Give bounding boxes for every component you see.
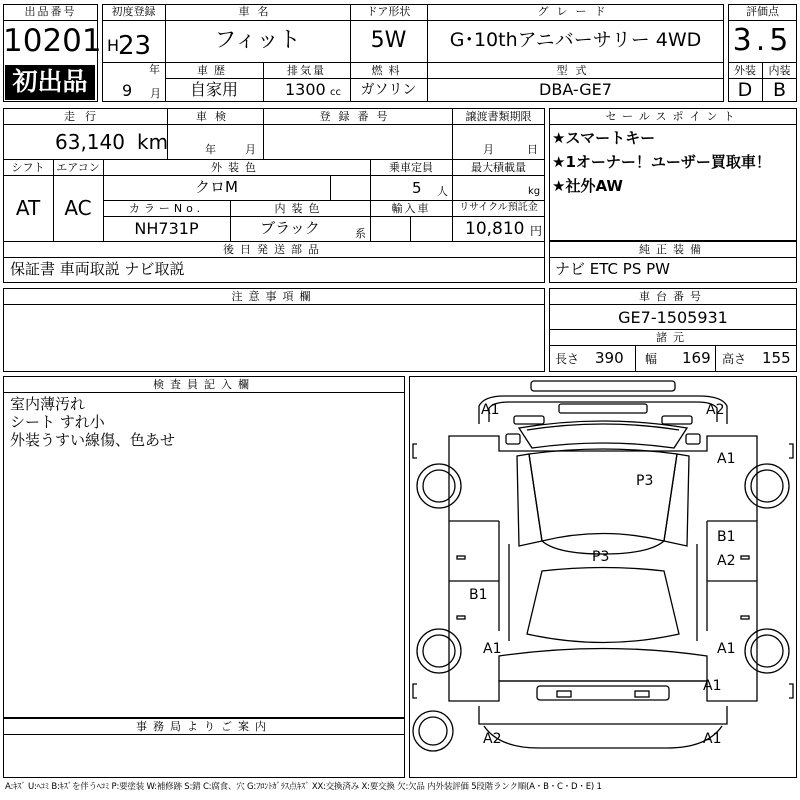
int-grade-label: 内装 bbox=[768, 64, 791, 77]
fuel-label: 燃料 bbox=[371, 64, 406, 77]
shift: AT bbox=[15, 196, 41, 220]
width: 169 bbox=[682, 349, 711, 367]
grade-label: グレード bbox=[537, 5, 614, 18]
legend: A:ｷｽﾞ U:ﾍｺﾐ B:ｷｽﾞを伴うﾍｺﾐ P:要塗装 W:補修跡 S:錆 C:腐食、穴 G:ﾌﾛﾝﾄｶﾞﾗｽ点ｷｽﾞ XX:交換済み X:要交換 欠:欠品 内外装評価 5段階ランク順(A・B・C・D・E) 1 bbox=[5, 782, 602, 792]
fuel: ガソリン bbox=[360, 82, 417, 98]
int-color: ブラック bbox=[260, 219, 320, 237]
seats-label: 乗車定員 bbox=[389, 161, 433, 174]
car-name-label: 車名 bbox=[238, 5, 277, 18]
door-type: 5W bbox=[370, 28, 407, 53]
deadline-day-unit: 日 bbox=[527, 143, 538, 156]
inspector-line: 室内薄汚れ bbox=[10, 395, 86, 413]
later-parts-label: 後日発送部品 bbox=[223, 243, 325, 256]
ext-color-label: 外装色 bbox=[211, 161, 262, 174]
rear-hatch bbox=[499, 649, 707, 682]
int-grade: B bbox=[772, 79, 787, 101]
ext-color: クロM bbox=[195, 178, 238, 196]
reg-era: H bbox=[107, 36, 120, 55]
damage-mark: A2 bbox=[706, 402, 725, 418]
ext-grade: D bbox=[737, 79, 753, 101]
lot-label: 出品番号 bbox=[24, 5, 77, 18]
inspector-line: シート すれ小 bbox=[10, 413, 105, 431]
ext-grade-label: 外装 bbox=[734, 64, 756, 77]
damage-mark: A1 bbox=[481, 402, 500, 418]
damage-mark: A1 bbox=[717, 641, 736, 657]
length-label: 長さ bbox=[555, 352, 580, 366]
damage-mark: P3 bbox=[592, 549, 610, 565]
damage-mark: A2 bbox=[483, 731, 502, 747]
score: 3.5 bbox=[732, 23, 793, 58]
inspector-line: 外装うすい線傷、色あせ bbox=[10, 431, 176, 449]
door-label: ドア形状 bbox=[366, 5, 411, 18]
reg-year: 23 bbox=[118, 31, 152, 61]
damage-mark: P3 bbox=[636, 473, 654, 489]
wheel-front-right bbox=[745, 464, 789, 508]
width-label: 幅 bbox=[645, 352, 658, 366]
int-color-label: 内装色 bbox=[274, 202, 326, 215]
sales-points-label: セールスポイント bbox=[605, 110, 741, 123]
windshield bbox=[519, 421, 687, 448]
model-code: DBA-GE7 bbox=[539, 80, 612, 99]
front-outline bbox=[479, 396, 727, 424]
chassis-number: GE7-1505931 bbox=[618, 308, 728, 327]
front-bumper bbox=[531, 381, 675, 391]
wheel-rear-right bbox=[745, 629, 789, 673]
office-label: 事務局よりご案内 bbox=[136, 720, 272, 733]
spare-wheel bbox=[413, 711, 453, 751]
sales-points-box bbox=[549, 108, 797, 241]
inspection-month-unit: 月 bbox=[245, 143, 256, 156]
inspector-label: 検査員記入欄 bbox=[153, 378, 255, 391]
ac: AC bbox=[64, 196, 92, 220]
int-color-unit: 系 bbox=[355, 227, 366, 240]
chassis-label: 車台番号 bbox=[639, 290, 707, 303]
shift-label: シフト bbox=[11, 161, 45, 174]
damage-mark: A1 bbox=[483, 641, 502, 657]
deadline-label: 譲渡書類期限 bbox=[465, 110, 532, 123]
reg-month-unit: 月 bbox=[150, 87, 161, 100]
rear-window bbox=[527, 568, 679, 643]
reg-label: 初度登録 bbox=[111, 5, 156, 18]
sales-point: ★スマートキー bbox=[552, 129, 656, 147]
inspection-year-unit: 年 bbox=[205, 143, 216, 156]
lot-number: 10201 bbox=[3, 23, 102, 59]
load-unit: kg bbox=[528, 186, 541, 197]
length: 390 bbox=[595, 349, 624, 367]
height: 155 bbox=[762, 349, 791, 367]
body-outline bbox=[449, 436, 757, 701]
grade: G･10thアニバーサリー 4WD bbox=[449, 29, 702, 51]
wheel-rear-left bbox=[417, 629, 461, 673]
deadline-month-unit: 月 bbox=[483, 143, 494, 156]
seats-unit: 人 bbox=[437, 185, 448, 198]
history-label: 車歴 bbox=[197, 64, 231, 77]
rear-outline bbox=[484, 726, 722, 748]
score-label: 評価点 bbox=[746, 5, 779, 18]
reg-month: 9 bbox=[122, 81, 133, 100]
first-listing-text: 初出品 bbox=[12, 67, 88, 96]
later-parts: 保証書 車両取説 ナビ取説 bbox=[10, 260, 185, 278]
sales-point: ★社外AW bbox=[552, 177, 623, 195]
seats: 5 bbox=[412, 179, 422, 197]
displacement: 1300 bbox=[285, 80, 326, 99]
damage-mark: A2 bbox=[717, 553, 736, 569]
displacement-unit: cc bbox=[330, 87, 341, 98]
mileage-label: 走行 bbox=[64, 110, 106, 123]
damage-mark: B1 bbox=[717, 529, 736, 545]
model-label: 型式 bbox=[556, 64, 595, 77]
displacement-label: 排気量 bbox=[287, 64, 326, 77]
damage-mark: A1 bbox=[717, 451, 736, 467]
wheel-front-left bbox=[417, 464, 461, 508]
import-label: 輸入車 bbox=[391, 202, 431, 215]
rear-bumper bbox=[479, 706, 727, 724]
load-label: 最大積載量 bbox=[471, 161, 526, 174]
equipment-label: 純正装備 bbox=[639, 243, 707, 256]
car-diagram bbox=[409, 376, 797, 778]
mileage-unit: km bbox=[137, 130, 169, 154]
history: 自家用 bbox=[189, 80, 238, 99]
ac-label: エアコン bbox=[56, 161, 100, 174]
equipment: ナビ ETC PS PW bbox=[555, 260, 670, 278]
sales-point: ★1オーナー！ユーザー買取車！ bbox=[552, 153, 771, 171]
recycle-fee: 10,810 bbox=[465, 219, 525, 239]
damage-mark: A1 bbox=[703, 731, 722, 747]
recycle-unit: 円 bbox=[530, 224, 543, 238]
inspection-label: 車検 bbox=[196, 110, 234, 123]
notes-label: 注意事項欄 bbox=[231, 290, 317, 303]
color-no: NH731P bbox=[134, 219, 199, 238]
plate-label: 登録番号 bbox=[319, 110, 396, 123]
color-no-label: カラーNo. bbox=[128, 202, 205, 215]
height-label: 高さ bbox=[722, 352, 747, 366]
damage-mark: B1 bbox=[469, 587, 488, 603]
damage-mark: A1 bbox=[703, 678, 722, 694]
dims-label: 諸元 bbox=[656, 331, 690, 344]
reg-year-unit: 年 bbox=[149, 63, 160, 76]
car-name: フィット bbox=[214, 28, 301, 53]
recycle-label: リサイクル預託金 bbox=[459, 202, 538, 213]
mileage: 63,140 bbox=[55, 130, 125, 154]
